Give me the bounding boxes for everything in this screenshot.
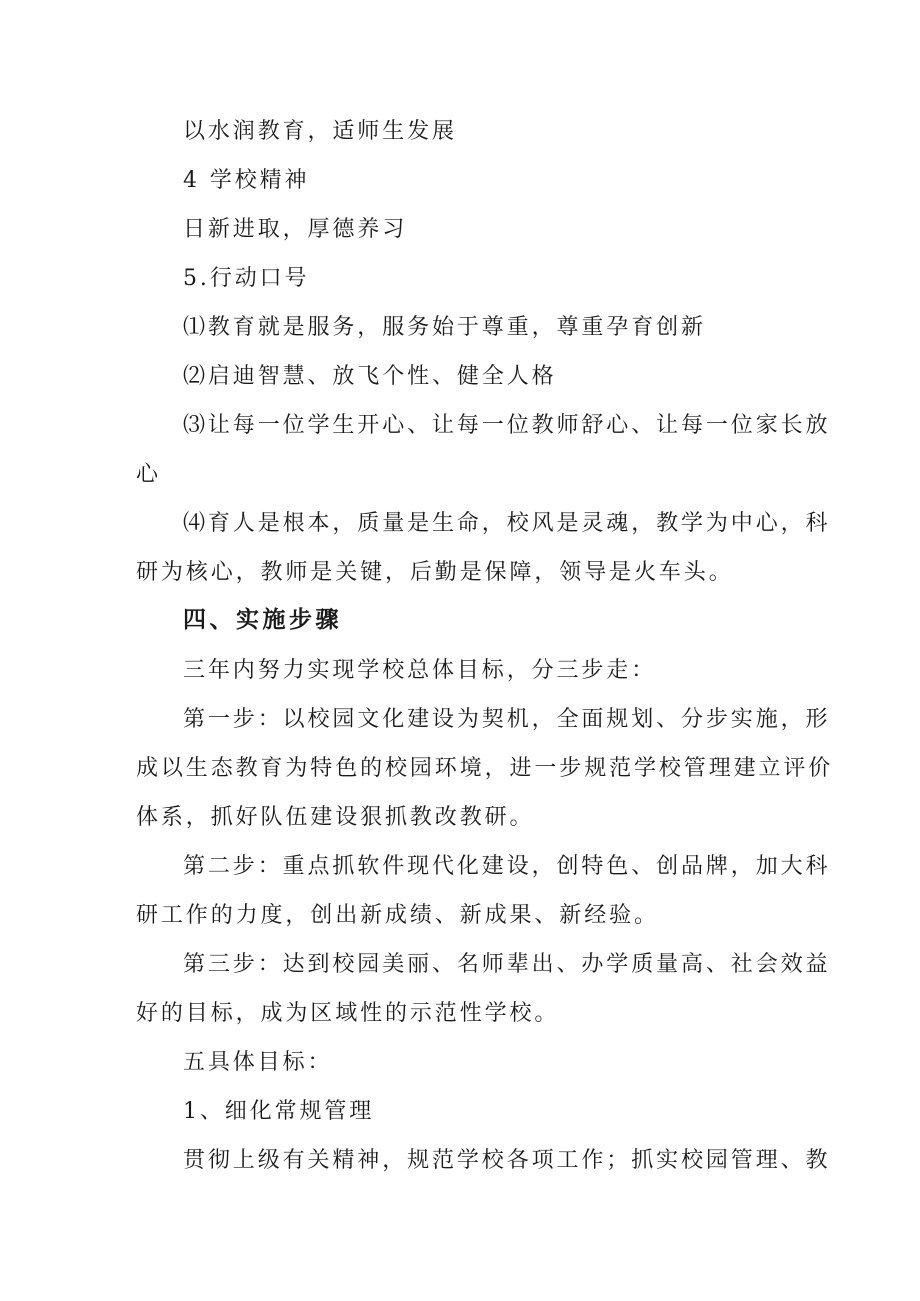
paragraph-three-year-goal: 三年内努力实现学校总体目标，分三步走： <box>183 658 657 683</box>
subheading-specific-goals: 五具体目标： <box>183 1050 333 1075</box>
subheading-routine-management: 1、细化常规管理 <box>183 1099 375 1124</box>
step-one-line-1: 第一步：以校园文化建设为契机，全面规划、分步实施，形 <box>183 707 831 732</box>
slogan-item-4-line-2: 研为核心，教师是关键，后勤是保障，领导是火车头。 <box>136 560 734 585</box>
slogan-item-3-line-2: 心 <box>136 462 161 487</box>
step-two-line-2: 研工作的力度，创出新成绩、新成果、新经验。 <box>136 903 659 928</box>
section-heading-implementation-steps: 四、实施步骤 <box>183 607 342 633</box>
slogan-item-3-line-1: ⑶让每一位学生开心、让每一位教师舒心、让每一位家长放 <box>183 413 831 438</box>
step-one-line-2: 成以生态教育为特色的校园环境，进一步规范学校管理建立评价 <box>136 756 834 781</box>
paragraph-school-spirit: 日新进取，厚德养习 <box>183 217 408 242</box>
paragraph-routine-management: 贯彻上级有关精神，规范学校各项工作；抓实校园管理、教 <box>183 1148 831 1173</box>
slogan-item-2: ⑵启迪智慧、放飞个性、健全人格 <box>183 364 557 389</box>
step-one-line-3: 体系，抓好队伍建设狠抓教改教研。 <box>136 805 535 830</box>
slogan-item-4-line-1: ⑷育人是根本，质量是生命，校风是灵魂，教学为中心，科 <box>183 511 831 536</box>
subheading-school-spirit: 4 学校精神 <box>183 168 310 193</box>
paragraph-school-motto: 以水润教育，适师生发展 <box>183 119 457 144</box>
step-three-line-2: 好的目标，成为区域性的示范性学校。 <box>136 1001 560 1026</box>
subheading-action-slogan: 5.行动口号 <box>183 266 310 291</box>
step-three-line-1: 第三步：达到校园美丽、名师辈出、办学质量高、社会效益 <box>183 952 831 977</box>
slogan-item-1: ⑴教育就是服务，服务始于尊重，尊重孕育创新 <box>183 315 706 340</box>
step-two-line-1: 第二步：重点抓软件现代化建设，创特色、创品牌，加大科 <box>183 854 831 879</box>
